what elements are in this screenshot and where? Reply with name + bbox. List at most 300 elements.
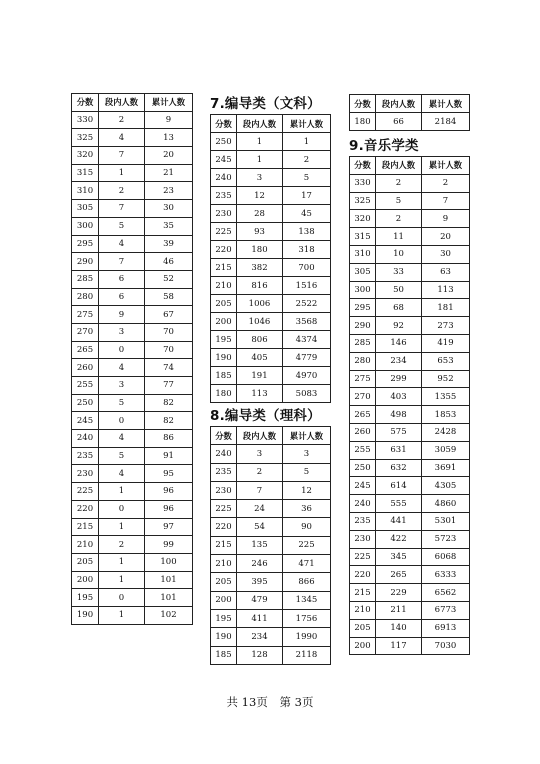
- cell-score: 255: [72, 377, 99, 395]
- cell-score: 325: [72, 129, 99, 147]
- score-table-music: [349, 156, 470, 655]
- table-row: [72, 394, 193, 412]
- cell-segment-count: 229: [376, 584, 422, 602]
- cell-score: 180: [350, 113, 376, 131]
- header-segment-count: 段内人数: [237, 427, 283, 445]
- cell-cumulative-count: 419: [422, 334, 470, 352]
- cell-cumulative-count: 23: [145, 182, 193, 200]
- table-row: [72, 571, 193, 589]
- cell-cumulative-count: 70: [145, 323, 193, 341]
- table-row: [211, 259, 331, 277]
- table-row: [350, 406, 470, 424]
- cell-segment-count: 382: [237, 259, 283, 277]
- cell-cumulative-count: 77: [145, 377, 193, 395]
- cell-score: 240: [211, 445, 237, 463]
- table-section-directing-science: [210, 406, 331, 665]
- table-row: [211, 463, 331, 481]
- cell-score: 260: [350, 423, 376, 441]
- table-row: [350, 334, 470, 352]
- cell-score: 205: [211, 573, 237, 591]
- table-row: [350, 459, 470, 477]
- table-row: [350, 174, 470, 192]
- cell-cumulative-count: 45: [283, 205, 331, 223]
- table-row: [211, 646, 331, 664]
- cell-segment-count: 7: [99, 200, 145, 218]
- cell-score: 320: [72, 147, 99, 165]
- cell-segment-count: 1: [99, 483, 145, 501]
- cell-segment-count: 1: [99, 553, 145, 571]
- cell-segment-count: 4: [99, 129, 145, 147]
- cell-score: 220: [350, 566, 376, 584]
- table-row: [72, 147, 193, 165]
- cell-cumulative-count: 700: [283, 259, 331, 277]
- cell-cumulative-count: 52: [145, 270, 193, 288]
- cell-cumulative-count: 58: [145, 288, 193, 306]
- cell-cumulative-count: 30: [145, 200, 193, 218]
- cell-score: 245: [211, 151, 237, 169]
- cell-cumulative-count: 3691: [422, 459, 470, 477]
- cell-score: 210: [350, 601, 376, 619]
- table-row: [350, 317, 470, 335]
- cell-score: 285: [72, 270, 99, 288]
- cell-segment-count: 12: [237, 187, 283, 205]
- table-row: [72, 306, 193, 324]
- table-row: [211, 536, 331, 554]
- cell-cumulative-count: 36: [283, 500, 331, 518]
- header-cumulative-count: 累计人数: [145, 94, 193, 112]
- cell-cumulative-count: 2184: [422, 113, 470, 131]
- table-row: [211, 445, 331, 463]
- cell-segment-count: 614: [376, 477, 422, 495]
- cell-cumulative-count: 6333: [422, 566, 470, 584]
- table-row: [211, 151, 331, 169]
- cell-score: 195: [211, 331, 237, 349]
- cell-segment-count: 3: [99, 323, 145, 341]
- table-row: [350, 584, 470, 602]
- table-section-music: [349, 136, 470, 655]
- table-row: [211, 555, 331, 573]
- score-table-directing-arts: [210, 114, 331, 403]
- table-row: [72, 536, 193, 554]
- cell-score: 205: [350, 619, 376, 637]
- cell-cumulative-count: 225: [283, 536, 331, 554]
- cell-segment-count: 405: [237, 349, 283, 367]
- table-row: [72, 164, 193, 182]
- cell-cumulative-count: 86: [145, 430, 193, 448]
- table-row: [211, 349, 331, 367]
- cell-score: 265: [72, 341, 99, 359]
- table-section-directing-arts: [210, 94, 331, 403]
- table-row: [72, 377, 193, 395]
- table-row: [350, 192, 470, 210]
- cell-cumulative-count: 9: [145, 111, 193, 129]
- table-row: [72, 589, 193, 607]
- cell-segment-count: 2: [99, 182, 145, 200]
- cell-cumulative-count: 30: [422, 245, 470, 263]
- cell-segment-count: 0: [99, 500, 145, 518]
- cell-score: 240: [211, 169, 237, 187]
- cell-segment-count: 575: [376, 423, 422, 441]
- table-row: [211, 573, 331, 591]
- cell-score: 245: [350, 477, 376, 495]
- cell-cumulative-count: 17: [283, 187, 331, 205]
- cell-score: 205: [72, 553, 99, 571]
- cell-segment-count: 2: [376, 210, 422, 228]
- header-segment-count: 段内人数: [376, 157, 422, 175]
- cell-score: 240: [72, 430, 99, 448]
- cell-score: 290: [350, 317, 376, 335]
- cell-score: 315: [350, 228, 376, 246]
- cell-segment-count: 1: [99, 518, 145, 536]
- cell-cumulative-count: 2: [422, 174, 470, 192]
- score-table-directing-science: [210, 426, 331, 665]
- cell-cumulative-count: 1990: [283, 628, 331, 646]
- cell-segment-count: 7: [237, 481, 283, 499]
- table-row: [72, 447, 193, 465]
- cell-cumulative-count: 6068: [422, 548, 470, 566]
- cell-score: 235: [211, 463, 237, 481]
- cell-score: 305: [350, 263, 376, 281]
- table-header-row: [350, 95, 470, 113]
- cell-segment-count: 806: [237, 331, 283, 349]
- cell-cumulative-count: 1355: [422, 388, 470, 406]
- table-row: [72, 253, 193, 271]
- table-row: [72, 412, 193, 430]
- section-title-directing-arts: 7.编导类（文科）: [210, 96, 321, 112]
- cell-segment-count: 395: [237, 573, 283, 591]
- table-row: [350, 113, 470, 131]
- cell-score: 295: [350, 299, 376, 317]
- header-segment-count: 段内人数: [237, 115, 283, 133]
- cell-segment-count: 9: [99, 306, 145, 324]
- cell-segment-count: 0: [99, 589, 145, 607]
- cell-segment-count: 5: [99, 217, 145, 235]
- cell-score: 245: [72, 412, 99, 430]
- cell-segment-count: 4: [99, 430, 145, 448]
- cell-score: 260: [72, 359, 99, 377]
- cell-score: 230: [72, 465, 99, 483]
- cell-score: 280: [72, 288, 99, 306]
- table-row: [350, 441, 470, 459]
- cell-score: 190: [211, 349, 237, 367]
- cell-segment-count: 1: [237, 133, 283, 151]
- table-row: [211, 609, 331, 627]
- cell-cumulative-count: 653: [422, 352, 470, 370]
- cell-score: 235: [350, 512, 376, 530]
- cell-cumulative-count: 6913: [422, 619, 470, 637]
- cell-cumulative-count: 101: [145, 589, 193, 607]
- cell-cumulative-count: 21: [145, 164, 193, 182]
- cell-cumulative-count: 5723: [422, 530, 470, 548]
- table-row: [211, 241, 331, 259]
- table-row: [211, 205, 331, 223]
- header-score: 分数: [350, 157, 376, 175]
- cell-segment-count: 180: [237, 241, 283, 259]
- cell-cumulative-count: 2: [283, 151, 331, 169]
- cell-cumulative-count: 318: [283, 241, 331, 259]
- cell-score: 300: [72, 217, 99, 235]
- cell-score: 270: [350, 388, 376, 406]
- cell-cumulative-count: 138: [283, 223, 331, 241]
- cell-segment-count: 631: [376, 441, 422, 459]
- page-footer: [0, 694, 540, 710]
- cell-segment-count: 2: [237, 463, 283, 481]
- table-row: [350, 601, 470, 619]
- cell-score: 330: [72, 111, 99, 129]
- table-row: [72, 553, 193, 571]
- cell-cumulative-count: 2522: [283, 295, 331, 313]
- score-table-continuation: [349, 94, 470, 131]
- cell-cumulative-count: 181: [422, 299, 470, 317]
- table-row: [72, 129, 193, 147]
- table-row: [72, 430, 193, 448]
- cell-cumulative-count: 6562: [422, 584, 470, 602]
- cell-segment-count: 3: [237, 169, 283, 187]
- header-score: 分数: [350, 95, 376, 113]
- cell-segment-count: 4: [99, 359, 145, 377]
- cell-segment-count: 140: [376, 619, 422, 637]
- cell-cumulative-count: 4860: [422, 495, 470, 513]
- cell-cumulative-count: 866: [283, 573, 331, 591]
- table-row: [350, 388, 470, 406]
- cell-cumulative-count: 5301: [422, 512, 470, 530]
- cell-score: 195: [211, 609, 237, 627]
- cell-segment-count: 50: [376, 281, 422, 299]
- cell-cumulative-count: 6773: [422, 601, 470, 619]
- cell-cumulative-count: 12: [283, 481, 331, 499]
- cell-score: 250: [72, 394, 99, 412]
- table-row: [72, 111, 193, 129]
- cell-segment-count: 128: [237, 646, 283, 664]
- score-table-left: [71, 93, 193, 625]
- cell-score: 240: [350, 495, 376, 513]
- cell-segment-count: 411: [237, 609, 283, 627]
- cell-cumulative-count: 96: [145, 500, 193, 518]
- table-row: [350, 352, 470, 370]
- cell-cumulative-count: 13: [145, 129, 193, 147]
- table-section-right-top: [349, 94, 470, 131]
- cell-segment-count: 6: [99, 288, 145, 306]
- cell-segment-count: 555: [376, 495, 422, 513]
- cell-segment-count: 299: [376, 370, 422, 388]
- header-cumulative-count: 累计人数: [283, 427, 331, 445]
- table-row: [72, 518, 193, 536]
- cell-segment-count: 234: [376, 352, 422, 370]
- table-row: [350, 477, 470, 495]
- cell-segment-count: 66: [376, 113, 422, 131]
- cell-score: 290: [72, 253, 99, 271]
- cell-score: 190: [72, 606, 99, 624]
- cell-cumulative-count: 20: [145, 147, 193, 165]
- table-row: [211, 500, 331, 518]
- table-row: [350, 210, 470, 228]
- cell-score: 220: [72, 500, 99, 518]
- table-row: [350, 619, 470, 637]
- cell-score: 235: [72, 447, 99, 465]
- cell-segment-count: 2: [376, 174, 422, 192]
- cell-segment-count: 632: [376, 459, 422, 477]
- table-row: [211, 295, 331, 313]
- cell-score: 320: [350, 210, 376, 228]
- table-row: [350, 423, 470, 441]
- cell-cumulative-count: 74: [145, 359, 193, 377]
- cell-segment-count: 234: [237, 628, 283, 646]
- table-row: [350, 370, 470, 388]
- table-row: [211, 331, 331, 349]
- cell-score: 270: [72, 323, 99, 341]
- cell-segment-count: 93: [237, 223, 283, 241]
- cell-segment-count: 135: [237, 536, 283, 554]
- cell-cumulative-count: 7030: [422, 637, 470, 655]
- cell-score: 235: [211, 187, 237, 205]
- header-score: 分数: [211, 115, 237, 133]
- table-row: [350, 495, 470, 513]
- cell-segment-count: 11: [376, 228, 422, 246]
- table-row: [211, 187, 331, 205]
- cell-segment-count: 1: [237, 151, 283, 169]
- cell-score: 310: [350, 245, 376, 263]
- cell-score: 225: [211, 223, 237, 241]
- cell-score: 285: [350, 334, 376, 352]
- cell-score: 225: [211, 500, 237, 518]
- cell-segment-count: 345: [376, 548, 422, 566]
- cell-cumulative-count: 4305: [422, 477, 470, 495]
- cell-cumulative-count: 82: [145, 394, 193, 412]
- table-row: [72, 341, 193, 359]
- cell-score: 185: [211, 367, 237, 385]
- cell-cumulative-count: 20: [422, 228, 470, 246]
- cell-cumulative-count: 273: [422, 317, 470, 335]
- cell-score: 255: [350, 441, 376, 459]
- cell-segment-count: 1: [99, 606, 145, 624]
- cell-segment-count: 4: [99, 235, 145, 253]
- cell-cumulative-count: 3568: [283, 313, 331, 331]
- cell-score: 300: [350, 281, 376, 299]
- table-row: [72, 288, 193, 306]
- cell-segment-count: 479: [237, 591, 283, 609]
- cell-segment-count: 68: [376, 299, 422, 317]
- cell-segment-count: 33: [376, 263, 422, 281]
- table-row: [72, 500, 193, 518]
- table-header-row: [350, 157, 470, 175]
- table-header-row: [211, 427, 331, 445]
- cell-cumulative-count: 471: [283, 555, 331, 573]
- cell-score: 330: [350, 174, 376, 192]
- cell-cumulative-count: 7: [422, 192, 470, 210]
- cell-segment-count: 1: [99, 164, 145, 182]
- table-row: [350, 637, 470, 655]
- cell-score: 280: [350, 352, 376, 370]
- cell-segment-count: 403: [376, 388, 422, 406]
- cell-score: 215: [72, 518, 99, 536]
- cell-segment-count: 0: [99, 341, 145, 359]
- cell-segment-count: 5: [99, 447, 145, 465]
- table-row: [350, 512, 470, 530]
- cell-cumulative-count: 46: [145, 253, 193, 271]
- cell-score: 250: [211, 133, 237, 151]
- table-row: [72, 235, 193, 253]
- cell-cumulative-count: 3: [283, 445, 331, 463]
- cell-cumulative-count: 5083: [283, 385, 331, 403]
- cell-score: 275: [350, 370, 376, 388]
- table-row: [211, 518, 331, 536]
- cell-cumulative-count: 67: [145, 306, 193, 324]
- cell-cumulative-count: 100: [145, 553, 193, 571]
- cell-segment-count: 441: [376, 512, 422, 530]
- cell-score: 225: [72, 483, 99, 501]
- cell-cumulative-count: 1756: [283, 609, 331, 627]
- cell-score: 275: [72, 306, 99, 324]
- cell-segment-count: 246: [237, 555, 283, 573]
- header-cumulative-count: 累计人数: [283, 115, 331, 133]
- table-row: [72, 270, 193, 288]
- table-row: [72, 359, 193, 377]
- cell-score: 325: [350, 192, 376, 210]
- cell-score: 205: [211, 295, 237, 313]
- cell-segment-count: 24: [237, 500, 283, 518]
- cell-score: 230: [211, 205, 237, 223]
- cell-score: 230: [211, 481, 237, 499]
- cell-cumulative-count: 9: [422, 210, 470, 228]
- table-row: [350, 548, 470, 566]
- cell-cumulative-count: 5: [283, 463, 331, 481]
- cell-segment-count: 498: [376, 406, 422, 424]
- cell-segment-count: 146: [376, 334, 422, 352]
- header-segment-count: 段内人数: [99, 94, 145, 112]
- section-title-music: 9.音乐学类: [349, 138, 419, 154]
- cell-segment-count: 3: [99, 377, 145, 395]
- cell-segment-count: 2: [99, 536, 145, 554]
- cell-segment-count: 7: [99, 253, 145, 271]
- cell-cumulative-count: 4374: [283, 331, 331, 349]
- cell-score: 200: [211, 313, 237, 331]
- header-cumulative-count: 累计人数: [422, 157, 470, 175]
- cell-segment-count: 2: [99, 111, 145, 129]
- table-row: [211, 223, 331, 241]
- table-row: [72, 606, 193, 624]
- table-row: [211, 385, 331, 403]
- cell-score: 230: [350, 530, 376, 548]
- cell-score: 305: [72, 200, 99, 218]
- cell-cumulative-count: 4779: [283, 349, 331, 367]
- table-row: [72, 182, 193, 200]
- cell-segment-count: 1: [99, 571, 145, 589]
- table-header-row: [72, 94, 193, 112]
- section-title-directing-science: 8.编导类（理科）: [210, 408, 321, 424]
- cell-cumulative-count: 1: [283, 133, 331, 151]
- cell-score: 200: [211, 591, 237, 609]
- cell-cumulative-count: 82: [145, 412, 193, 430]
- cell-segment-count: 5: [376, 192, 422, 210]
- cell-score: 200: [72, 571, 99, 589]
- header-score: 分数: [211, 427, 237, 445]
- header-segment-count: 段内人数: [376, 95, 422, 113]
- cell-cumulative-count: 97: [145, 518, 193, 536]
- cell-cumulative-count: 35: [145, 217, 193, 235]
- cell-score: 215: [350, 584, 376, 602]
- table-row: [72, 200, 193, 218]
- cell-segment-count: 1006: [237, 295, 283, 313]
- cell-score: 225: [350, 548, 376, 566]
- cell-segment-count: 265: [376, 566, 422, 584]
- cell-segment-count: 28: [237, 205, 283, 223]
- cell-segment-count: 10: [376, 245, 422, 263]
- cell-cumulative-count: 1345: [283, 591, 331, 609]
- cell-cumulative-count: 1853: [422, 406, 470, 424]
- cell-score: 210: [211, 277, 237, 295]
- cell-segment-count: 211: [376, 601, 422, 619]
- cell-score: 250: [350, 459, 376, 477]
